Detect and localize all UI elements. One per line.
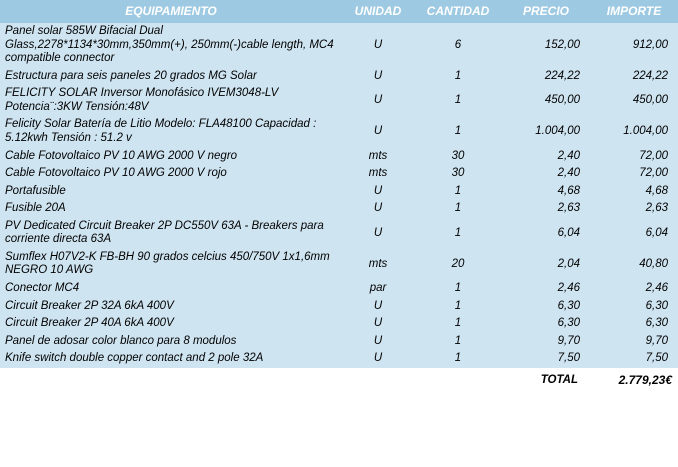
- cell-price: 6,30: [502, 315, 590, 333]
- table-row: [0, 85, 678, 116]
- cell-unit: U: [342, 315, 414, 333]
- cell-price: 1.004,00: [502, 116, 590, 147]
- cell-quantity: 1: [414, 183, 502, 201]
- cell-unit: mts: [342, 249, 414, 280]
- cell-unit: U: [342, 200, 414, 218]
- cell-unit: U: [342, 116, 414, 147]
- cell-unit: U: [342, 85, 414, 116]
- cell-unit: U: [342, 333, 414, 351]
- cell-quantity: 1: [414, 298, 502, 316]
- cell-unit: U: [342, 218, 414, 249]
- cell-price: 224,22: [502, 68, 590, 86]
- table-body: [0, 23, 678, 368]
- cell-description: Conector MC4: [0, 280, 342, 298]
- cell-quantity: 1: [414, 333, 502, 351]
- cell-price: 7,50: [502, 350, 590, 368]
- column-header-amount: IMPORTE: [590, 0, 678, 23]
- cell-description: Knife switch double copper contact and 2 pole 32A: [0, 350, 342, 368]
- cell-amount: 6,04: [590, 218, 678, 249]
- total-value: 2.779,23€: [590, 368, 678, 390]
- cell-quantity: 30: [414, 148, 502, 166]
- table-row: [0, 218, 678, 249]
- table-row: [0, 68, 678, 86]
- cell-price: 6,04: [502, 218, 590, 249]
- cell-description: Portafusible: [0, 183, 342, 201]
- total-blank-description: [0, 368, 342, 390]
- cell-amount: 7,50: [590, 350, 678, 368]
- cell-unit: mts: [342, 165, 414, 183]
- cell-price: 2,04: [502, 249, 590, 280]
- cell-quantity: 30: [414, 165, 502, 183]
- column-header-quantity: CANTIDAD: [414, 0, 502, 23]
- cell-amount: 2,46: [590, 280, 678, 298]
- cell-description: FELICITY SOLAR Inversor Monofásico IVEM3048-LV Potencia¨:3KW Tensión:48V: [0, 85, 342, 116]
- column-header-description: EQUIPAMIENTO: [0, 0, 342, 23]
- cell-description: Panel solar 585W Bifacial Dual Glass,2278*1134*30mm,350mm(+), 250mm(-)cable length, MC4 compatible connector: [0, 23, 342, 68]
- total-blank-quantity: [414, 368, 502, 390]
- table-row: [0, 183, 678, 201]
- cell-quantity: 1: [414, 315, 502, 333]
- cell-amount: 912,00: [590, 23, 678, 68]
- cell-amount: 6,30: [590, 298, 678, 316]
- cell-description: Panel de adosar color blanco para 8 modulos: [0, 333, 342, 351]
- cell-unit: par: [342, 280, 414, 298]
- cell-amount: 9,70: [590, 333, 678, 351]
- cell-price: 2,40: [502, 165, 590, 183]
- table-footer: [0, 368, 678, 390]
- cell-price: 152,00: [502, 23, 590, 68]
- cell-quantity: 1: [414, 350, 502, 368]
- cell-quantity: 1: [414, 218, 502, 249]
- cell-quantity: 1: [414, 200, 502, 218]
- cell-quantity: 1: [414, 116, 502, 147]
- cell-price: 2,40: [502, 148, 590, 166]
- table-row: [0, 200, 678, 218]
- cell-quantity: 1: [414, 68, 502, 86]
- cell-amount: 2,63: [590, 200, 678, 218]
- cell-amount: 6,30: [590, 315, 678, 333]
- cell-unit: U: [342, 23, 414, 68]
- cell-quantity: 1: [414, 85, 502, 116]
- table-row: [0, 249, 678, 280]
- table-row: [0, 280, 678, 298]
- cell-amount: 4,68: [590, 183, 678, 201]
- column-header-price: PRECIO: [502, 0, 590, 23]
- table-row: [0, 315, 678, 333]
- cell-quantity: 1: [414, 280, 502, 298]
- table-row: [0, 165, 678, 183]
- cell-price: 6,30: [502, 298, 590, 316]
- cell-amount: 224,22: [590, 68, 678, 86]
- cell-price: 9,70: [502, 333, 590, 351]
- cell-amount: 72,00: [590, 165, 678, 183]
- cell-unit: mts: [342, 148, 414, 166]
- table-row: [0, 298, 678, 316]
- cell-price: 4,68: [502, 183, 590, 201]
- column-header-unit: UNIDAD: [342, 0, 414, 23]
- cell-price: 2,46: [502, 280, 590, 298]
- cell-amount: 1.004,00: [590, 116, 678, 147]
- cell-amount: 72,00: [590, 148, 678, 166]
- cell-unit: U: [342, 68, 414, 86]
- cell-description: Estructura para seis paneles 20 grados MG Solar: [0, 68, 342, 86]
- cell-quantity: 6: [414, 23, 502, 68]
- cell-description: Cable Fotovoltaico PV 10 AWG 2000 V negro: [0, 148, 342, 166]
- total-blank-unit: [342, 368, 414, 390]
- cell-description: Felicity Solar Batería de Litio Modelo: FLA48100 Capacidad : 5.12kwh Tensión : 51.2 v: [0, 116, 342, 147]
- table-row: [0, 116, 678, 147]
- cell-quantity: 20: [414, 249, 502, 280]
- cell-unit: U: [342, 298, 414, 316]
- table-row: [0, 148, 678, 166]
- table-header: [0, 0, 678, 23]
- total-row: [0, 368, 678, 390]
- cell-unit: U: [342, 183, 414, 201]
- header-row: [0, 0, 678, 23]
- cell-description: Circuit Breaker 2P 40A 6kA 400V: [0, 315, 342, 333]
- total-label: TOTAL: [502, 368, 590, 390]
- cell-price: 450,00: [502, 85, 590, 116]
- cell-description: Circuit Breaker 2P 32A 6kA 400V: [0, 298, 342, 316]
- cell-description: Cable Fotovoltaico PV 10 AWG 2000 V rojo: [0, 165, 342, 183]
- table-row: [0, 23, 678, 68]
- table-row: [0, 333, 678, 351]
- cell-amount: 40,80: [590, 249, 678, 280]
- cell-description: Fusible 20A: [0, 200, 342, 218]
- cell-unit: U: [342, 350, 414, 368]
- table-row: [0, 350, 678, 368]
- cell-price: 2,63: [502, 200, 590, 218]
- cell-description: Sumflex H07V2-K FB-BH 90 grados celcius 450/750V 1x1,6mm NEGRO 10 AWG: [0, 249, 342, 280]
- cell-amount: 450,00: [590, 85, 678, 116]
- cell-description: PV Dedicated Circuit Breaker 2P DC550V 63A - Breakers para corriente directa 63A: [0, 218, 342, 249]
